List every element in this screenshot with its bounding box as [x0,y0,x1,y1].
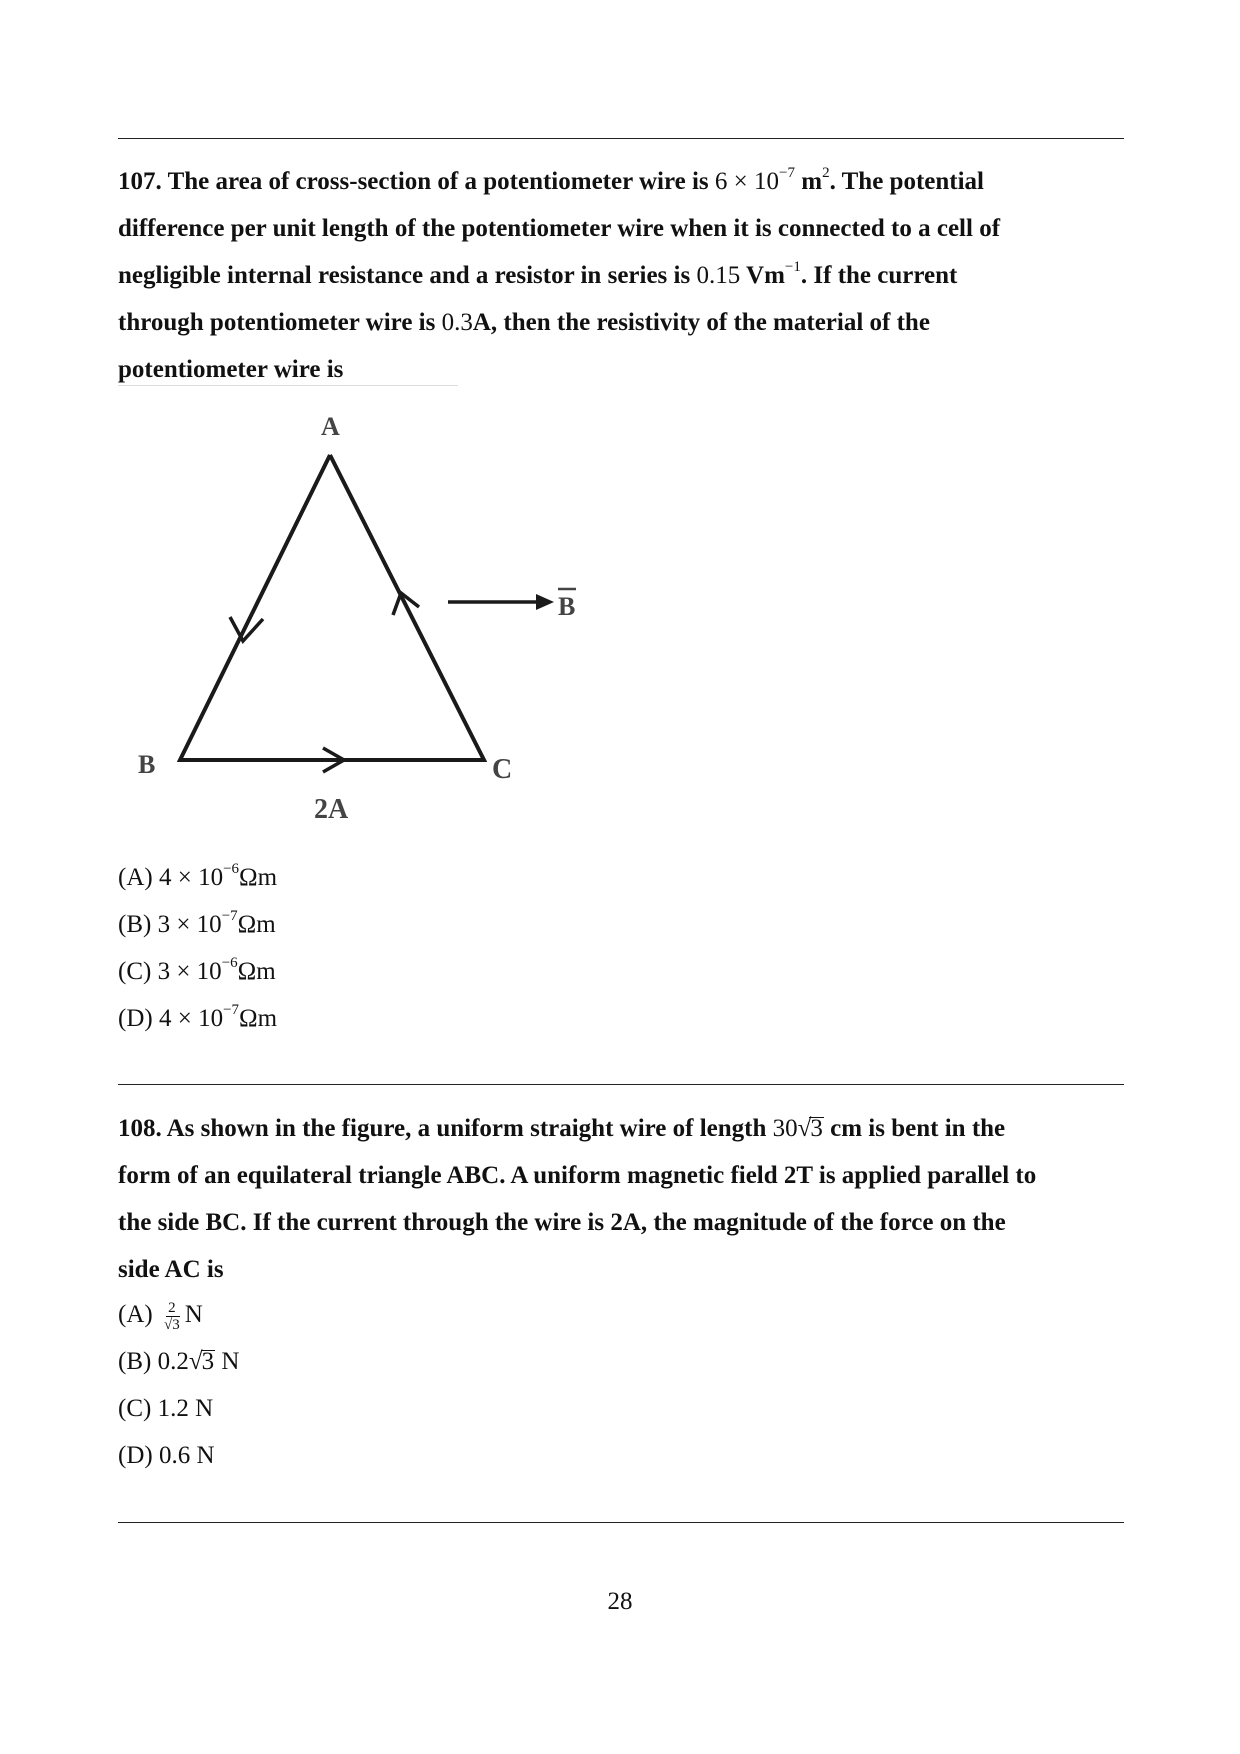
question-107 [118,158,1128,393]
field-arrow-head [536,594,554,610]
q107-line-3: negligible internal resistance and a resistor in series is 0.15 $Vm^{-1}$. If the current [118,258,958,289]
page-number: 28 [607,1588,633,1615]
fraction-2-over-root-3: $\frac{2}{√3}$ [163,1299,180,1333]
label-current: 2A [314,794,349,825]
q108-option-a: (A) $\frac{2}{√3}$ N [118,1299,203,1333]
q108-line-4: side AC is [118,1256,224,1283]
q108-option-c: (C) 1.2 N [118,1395,214,1422]
q107-line-4: through potentiometer wire is 0.3A, then the resistivity of the material of the [118,309,930,336]
q107-option-b: (B) $3 \times 10^{-7}\Omega m$ [118,907,276,938]
question-108 [118,1105,1128,1293]
label-a: A [321,412,340,441]
q107-option-a: (A) $4 \times 10^{-6}\Omega m$ [118,860,278,891]
q107-line-1: 107. The area of cross-section of a potentiometer wire is $6 \times 10^{-7}$ $m^2$. The potential [118,164,984,195]
triangle-figure [118,385,598,825]
q107-option-c: (C) $3 \times 10^{-6}\Omega m$ [118,954,276,985]
label-field: B [558,592,576,621]
q107-line-5: potentiometer wire is [118,356,344,383]
bottom-rule [118,1522,1124,1523]
q107-option-d: (D) $4 \times 10^{-7}\Omega m$ [118,1001,278,1032]
label-c: C [492,754,513,785]
divider-rule [118,1084,1124,1085]
q108-option-b: (B) 0.2√3 N [118,1348,240,1375]
top-rule [118,138,1124,139]
triangle-sides [180,455,484,760]
q108-line-3: the side BC. If the current through the wire is 2A, the magnitude of the force on the [118,1209,1006,1236]
label-b: B [138,750,156,779]
q108-option-d: (D) 0.6 N [118,1442,215,1469]
q108-line-1: 108. As shown in the figure, a uniform straight wire of length 30√3 cm is bent in the [118,1115,1006,1142]
q108-line-2: form of an equilateral triangle ABC. A uniform magnetic field 2T is applied parallel to [118,1162,1037,1189]
q107-line-2: difference per unit length of the potentiometer wire when it is connected to a cell of [118,215,1001,242]
